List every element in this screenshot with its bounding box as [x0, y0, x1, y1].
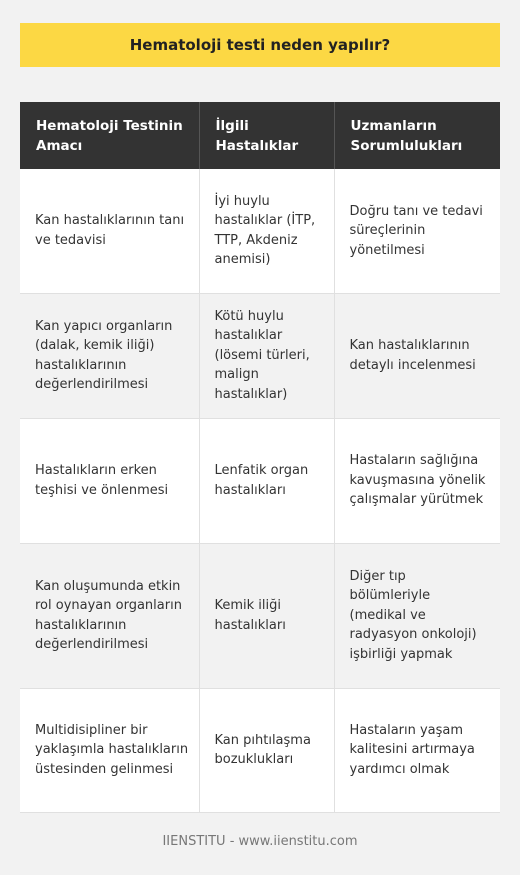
page-title: Hematoloji testi neden yapılır?: [129, 36, 391, 54]
table-cell: Hastaların sağlığına kavuşmasına yönelik çalışmalar yürütmek: [334, 418, 500, 543]
table-cell: Hastaların yaşam kalitesini artırmaya yardımcı olmak: [334, 688, 500, 812]
table-cell: Kan pıhtılaşma bozuklukları: [199, 688, 334, 812]
table-header-row: [20, 102, 500, 169]
column-header-responsibilities: Uzmanların Sorumlulukları: [334, 102, 500, 169]
column-header-diseases: İlgili Hastalıklar: [199, 102, 334, 169]
table-cell: Kan oluşumunda etkin rol oynayan organların hastalıklarının değerlendirilmesi: [20, 543, 199, 688]
table-row: [20, 543, 500, 688]
hematology-table: [20, 102, 500, 813]
table-row: [20, 293, 500, 418]
table-cell: Kan hastalıklarının detaylı incelenmesi: [334, 293, 500, 418]
table-cell: Doğru tanı ve tedavi süreçlerinin yönetilmesi: [334, 169, 500, 293]
table-cell: Kötü huylu hastalıklar (lösemi türleri, malign hastalıklar): [199, 293, 334, 418]
table-cell: Hastalıkların erken teşhisi ve önlenmesi: [20, 418, 199, 543]
title-banner: [20, 23, 500, 67]
table-row: [20, 418, 500, 543]
table-cell: İyi huylu hastalıklar (İTP, TTP, Akdeniz anemisi): [199, 169, 334, 293]
table-cell: Kan hastalıklarının tanı ve tedavisi: [20, 169, 199, 293]
table-cell: Multidisipliner bir yaklaşımla hastalıkların üstesinden gelinmesi: [20, 688, 199, 812]
table-cell: Lenfatik organ hastalıkları: [199, 418, 334, 543]
table-row: [20, 169, 500, 293]
table-cell: Diğer tıp bölümleriyle (medikal ve radyasyon onkoloji) işbirliği yapmak: [334, 543, 500, 688]
table-cell: Kan yapıcı organların (dalak, kemik iliği) hastalıklarının değerlendirilmesi: [20, 293, 199, 418]
column-header-purpose: Hematoloji Testinin Amacı: [20, 102, 199, 169]
table-cell: Kemik iliği hastalıkları: [199, 543, 334, 688]
table-row: [20, 688, 500, 812]
footer-credit: IIENSTITU - www.iienstitu.com: [162, 834, 358, 849]
